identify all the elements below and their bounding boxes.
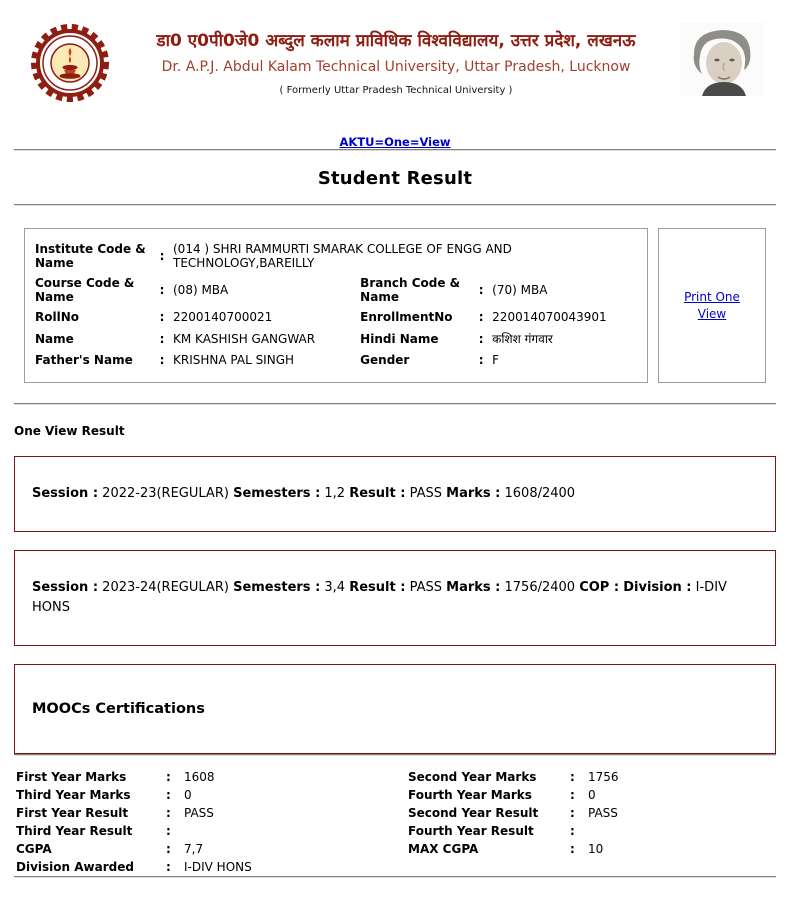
university-subtitle: ( Formerly Uttar Pradesh Technical University ) [279, 85, 513, 96]
second-year-marks-label: Second Year Marks [408, 770, 537, 784]
rollno-value: 2200140700021 [173, 310, 273, 324]
second-year-marks-value: 1756 [588, 770, 619, 784]
marks-label: Marks : [446, 486, 501, 501]
result-label: Result : [349, 486, 406, 501]
summary-row [14, 804, 621, 822]
max-cgpa-value: 10 [588, 842, 604, 856]
session-line [32, 580, 727, 615]
university-logo-icon [28, 20, 112, 109]
branch-value: (70) MBA [492, 283, 548, 297]
university-header [0, 14, 790, 109]
marks-label: Marks : [446, 580, 501, 595]
colon: : [166, 860, 171, 874]
colon: : [159, 331, 165, 346]
fourth-year-marks-value: 0 [588, 788, 596, 802]
colon: : [570, 770, 575, 784]
info-row-rollno-enrollment [31, 307, 641, 327]
result-value: PASS [409, 580, 442, 595]
cgpa-value: 7,7 [184, 842, 204, 856]
university-title-hindi: डा0 ए0पी0जे0 अब्दुल कलाम प्राविधिक विश्वविद्यालय, उत्तर प्रदेश, लखनऊ [156, 31, 636, 51]
first-year-marks-value: 1608 [184, 770, 215, 784]
student-info-section [24, 228, 766, 383]
apj-kalam-photo [680, 20, 766, 99]
summary-row [14, 822, 621, 840]
year-summary-table [14, 768, 621, 876]
father-name-label: Father's Name [35, 353, 133, 367]
colon: : [478, 310, 484, 324]
division-value: I-DIV HONS [32, 580, 727, 615]
empty-cell [406, 858, 568, 876]
second-year-result-label: Second Year Result [408, 806, 539, 820]
session-line [32, 486, 575, 501]
moocs-certifications-heading: MOOCs Certifications [32, 701, 205, 717]
one-view-result-heading: One View Result [14, 424, 125, 438]
colon: : [166, 806, 171, 820]
division-awarded-value: I-DIV HONS [184, 860, 252, 874]
name-label: Name [35, 331, 74, 346]
colon: : [159, 310, 165, 324]
enrollment-label: EnrollmentNo [360, 310, 453, 324]
colon: : [478, 353, 484, 367]
fourth-year-result-value [586, 822, 621, 840]
session-value: 2023-24(REGULAR) [102, 580, 229, 595]
university-title-english: Dr. A.P.J. Abdul Kalam Technical University, Uttar Pradesh, Lucknow [161, 59, 631, 75]
max-cgpa-label: MAX CGPA [408, 842, 479, 856]
marks-value: 1756/2400 [504, 580, 576, 595]
colon: : [570, 806, 575, 820]
marks-value: 1608/2400 [504, 486, 576, 501]
info-row-name [31, 327, 641, 350]
gender-label: Gender [360, 353, 410, 367]
session-value: 2022-23(REGULAR) [102, 486, 229, 501]
enrollment-value: 220014070043901 [492, 310, 607, 324]
session-label: Session : [32, 486, 99, 501]
hindi-name-label: Hindi Name [360, 331, 439, 346]
divider [14, 876, 776, 878]
moocs-certifications-box [14, 664, 776, 754]
summary-row [14, 858, 621, 876]
colon: : [159, 283, 165, 297]
divider [14, 204, 776, 206]
info-row-father-gender [31, 350, 641, 370]
first-year-marks-label: First Year Marks [16, 770, 127, 784]
colon: : [166, 770, 171, 784]
info-row-institute [31, 239, 641, 273]
colon: : [478, 283, 484, 297]
colon: : [478, 331, 484, 346]
divider [14, 149, 776, 151]
summary-row [14, 786, 621, 804]
father-name-value: KRISHNA PAL SINGH [173, 353, 295, 367]
name-value: KM KASHISH GANGWAR [173, 331, 316, 346]
session-result-box-2023-24 [14, 550, 776, 646]
colon: : [570, 788, 575, 802]
gender-value: F [492, 353, 500, 367]
division-label: Division : [623, 580, 692, 595]
colon: : [166, 824, 171, 838]
university-logo-svg [28, 20, 112, 106]
print-one-view-box [658, 228, 766, 383]
third-year-result-label: Third Year Result [16, 824, 133, 838]
university-titles [112, 20, 680, 96]
student-info-box [24, 228, 648, 383]
branch-label: Branch Code & Name [360, 276, 461, 304]
student-info-table [31, 239, 641, 370]
colon: : [570, 842, 575, 856]
fourth-year-marks-label: Fourth Year Marks [408, 788, 532, 802]
third-year-result-value [182, 822, 406, 840]
session-label: Session : [32, 580, 99, 595]
hindi-name-value: कशिश गंगवार [492, 332, 553, 346]
page-title: Student Result [317, 168, 473, 189]
semesters-value: 3,4 [324, 580, 346, 595]
semesters-value: 1,2 [324, 486, 346, 501]
colon: : [159, 249, 165, 263]
first-year-result-label: First Year Result [16, 806, 129, 820]
second-year-result-value: PASS [588, 806, 618, 820]
colon: : [159, 353, 165, 367]
colon: : [166, 842, 171, 856]
apj-kalam-photo-svg [680, 22, 764, 96]
institute-value [169, 239, 641, 273]
print-one-view-link[interactable]: Print One View [684, 289, 740, 321]
result-label: Result : [349, 580, 406, 595]
summary-row [14, 840, 621, 858]
session-result-box-2022-23 [14, 456, 776, 532]
info-row-course-branch [31, 273, 641, 307]
third-year-marks-label: Third Year Marks [16, 788, 131, 802]
institute-value-text: (014 ) SHRI RAMMURTI SMARAK COLLEGE OF ENGG AND TECHNOLOGY,BAREILLY [173, 242, 512, 270]
institute-label: Institute Code & Name [35, 242, 146, 270]
empty-cell [568, 858, 586, 876]
divider [14, 403, 776, 405]
colon: : [166, 788, 171, 802]
aktu-one-view-link[interactable]: AKTU=One=View [339, 135, 451, 149]
result-value: PASS [409, 486, 442, 501]
semesters-label: Semesters : [233, 580, 321, 595]
semesters-label: Semesters : [233, 486, 321, 501]
cgpa-label: CGPA [16, 842, 52, 856]
first-year-result-value: PASS [184, 806, 214, 820]
fourth-year-result-label: Fourth Year Result [408, 824, 534, 838]
divider [14, 754, 776, 756]
rollno-label: RollNo [35, 310, 79, 324]
course-value: (08) MBA [173, 283, 229, 297]
colon: : [570, 824, 575, 838]
summary-row [14, 768, 621, 786]
empty-cell [586, 858, 621, 876]
cop-label: COP : [579, 580, 620, 595]
one-view-link-row [0, 135, 790, 149]
course-label: Course Code & Name [35, 276, 135, 304]
division-awarded-label: Division Awarded [16, 860, 134, 874]
third-year-marks-value: 0 [184, 788, 192, 802]
